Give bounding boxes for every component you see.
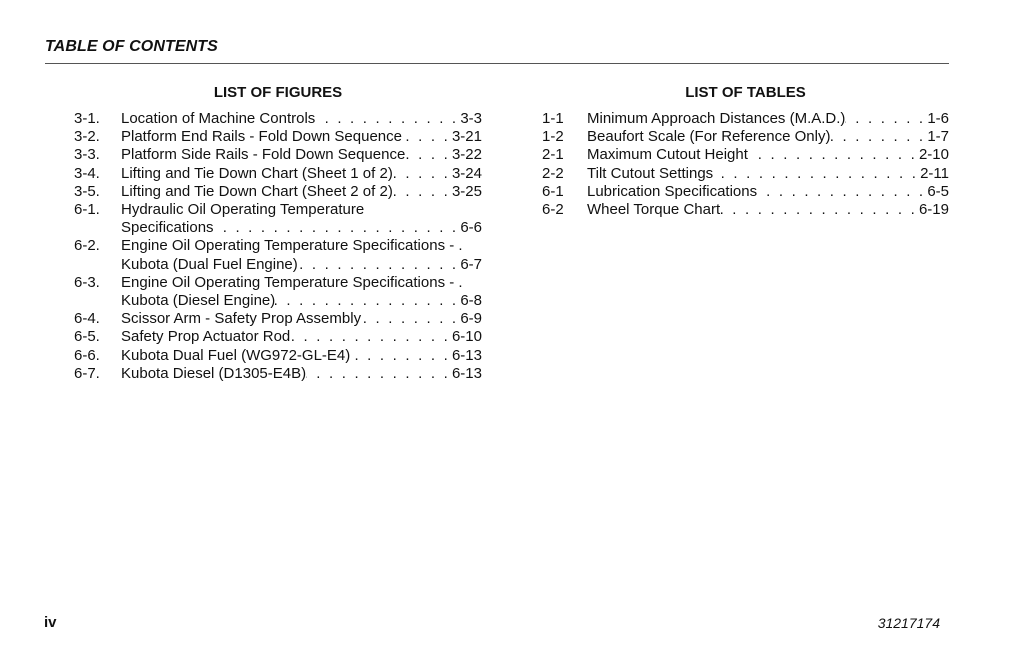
- toc-entry[interactable]: [74, 347, 482, 365]
- toc-entry-page: 3-3: [460, 110, 482, 127]
- toc-entry-page: 2-11: [920, 164, 949, 182]
- toc-entry-title: Kubota (Dual Fuel Engine): [121, 255, 298, 273]
- toc-entry-body: [121, 274, 482, 310]
- toc-entry[interactable]: [74, 201, 482, 237]
- dot-leader: [298, 256, 459, 274]
- dot-leader: [306, 365, 450, 383]
- toc-entry-number: 1-1: [542, 110, 564, 127]
- toc-entry-line: [121, 347, 482, 365]
- toc-entry-body: [121, 347, 482, 365]
- toc-entry-line: [121, 237, 482, 255]
- toc-entry-line: [121, 219, 482, 237]
- dot-leader: [830, 128, 925, 146]
- toc-entry-number: 6-2.: [74, 237, 100, 255]
- list-of-figures: [74, 84, 482, 383]
- document-number: 31217174: [877, 615, 940, 631]
- toc-entry-body: [587, 183, 949, 201]
- toc-entry-title: Kubota Diesel (D1305-E4B): [121, 364, 307, 382]
- toc-entry-number: 6-1.: [74, 201, 100, 219]
- toc-entry[interactable]: [74, 310, 482, 328]
- toc-entry-page: 6-6: [460, 219, 482, 237]
- list-of-tables: [542, 84, 949, 219]
- toc-entry-page: 6-8: [460, 292, 482, 310]
- toc-entry-page: 6-9: [460, 310, 482, 328]
- toc-entry-page: 1-6: [927, 110, 949, 127]
- tables-entries: [542, 110, 949, 219]
- toc-entry-line: [587, 201, 949, 219]
- toc-entry-line: [121, 201, 482, 219]
- toc-entry-body: [121, 328, 482, 346]
- toc-entry-line: [121, 365, 482, 383]
- toc-entry-title: Platform End Rails - Fold Down Sequence: [121, 128, 402, 146]
- toc-entry-title: Beaufort Scale (For Reference Only): [587, 128, 831, 146]
- toc-entry-number: 6-6.: [74, 346, 100, 364]
- toc-entry-line: [587, 146, 949, 164]
- toc-entry-line: [121, 328, 482, 346]
- dot-leader: [720, 201, 917, 219]
- toc-entry[interactable]: [74, 128, 482, 146]
- dot-leader: [393, 183, 450, 201]
- dot-leader: [845, 110, 925, 128]
- toc-entry-title: Scissor Arm - Safety Prop Assembly: [121, 310, 362, 328]
- toc-entry-page: 6-13: [451, 364, 482, 382]
- toc-entry-body: [587, 201, 949, 219]
- toc-entry-number: 6-1: [542, 182, 564, 200]
- toc-entry-body: [121, 110, 482, 128]
- dot-leader: [713, 165, 918, 183]
- toc-entry-number: 3-1.: [74, 110, 100, 127]
- toc-entry-number: 2-2: [542, 164, 564, 182]
- toc-entry-number: 2-1: [542, 146, 564, 164]
- toc-entry-title: Safety Prop Actuator Rod: [121, 328, 291, 346]
- toc-entry-line: [121, 110, 482, 128]
- toc-entry-page: 6-7: [460, 255, 482, 273]
- toc-entry-line: [121, 183, 482, 201]
- toc-entry-number: 3-3.: [74, 146, 100, 164]
- toc-entry-title: Engine Oil Operating Temperature Specifications - .: [121, 273, 463, 291]
- toc-entry[interactable]: [74, 110, 482, 128]
- toc-entry-number: 1-2: [542, 128, 564, 146]
- toc-entry-number: 3-4.: [74, 164, 100, 182]
- toc-entry-body: [587, 165, 949, 183]
- dot-leader: [350, 347, 450, 365]
- list-of-tables-title: LIST OF TABLES: [685, 84, 806, 101]
- toc-entry-page: 3-25: [451, 182, 482, 200]
- toc-entry-body: [121, 365, 482, 383]
- toc-entry-title: Engine Oil Operating Temperature Specifications - .: [121, 237, 463, 255]
- toc-entry-number: 6-3.: [74, 273, 100, 291]
- toc-entry-body: [121, 201, 482, 237]
- toc-entry[interactable]: [74, 165, 482, 183]
- dot-leader: [275, 292, 458, 310]
- toc-entry[interactable]: [74, 365, 482, 383]
- toc-entry-title: Lifting and Tie Down Chart (Sheet 1 of 2): [121, 164, 393, 182]
- toc-entry[interactable]: [542, 110, 949, 128]
- toc-entry-body: [121, 128, 482, 146]
- toc-entry[interactable]: [542, 128, 949, 146]
- toc-entry-line: [587, 110, 949, 128]
- toc-entry-line: [587, 128, 949, 146]
- toc-entry[interactable]: [542, 146, 949, 164]
- toc-entry-line: [121, 165, 482, 183]
- toc-entry-number: 6-4.: [74, 310, 100, 328]
- toc-entry[interactable]: [74, 274, 482, 310]
- toc-entry-number: 6-2: [542, 201, 564, 219]
- toc-entry-title: Platform Side Rails - Fold Down Sequence: [121, 146, 406, 164]
- toc-entry-body: [587, 146, 949, 164]
- toc-entry[interactable]: [74, 328, 482, 346]
- toc-entry-body: [121, 237, 482, 273]
- toc-entry-number: 3-2.: [74, 128, 100, 146]
- toc-entry-title: Lifting and Tie Down Chart (Sheet 2 of 2): [121, 182, 393, 200]
- toc-entry-title: Minimum Approach Distances (M.A.D.): [587, 110, 846, 127]
- toc-entry-body: [121, 310, 482, 328]
- page-header: [45, 37, 949, 64]
- dot-leader: [214, 219, 459, 237]
- toc-entry-title: Tilt Cutout Settings: [587, 164, 714, 182]
- toc-entry[interactable]: [74, 146, 482, 164]
- toc-entry-line: [121, 128, 482, 146]
- toc-entry-title: Kubota (Diesel Engine): [121, 292, 276, 310]
- dot-leader: [748, 146, 917, 164]
- toc-entry-title: Specifications: [121, 219, 214, 237]
- toc-entry-page: 3-24: [451, 164, 482, 182]
- toc-entry[interactable]: [542, 201, 949, 219]
- toc-entry-title: Location of Machine Controls: [121, 110, 316, 127]
- dot-leader: [402, 128, 450, 146]
- toc-entry-line: [121, 292, 482, 310]
- toc-entry[interactable]: [542, 183, 949, 201]
- toc-entry-number: 3-5.: [74, 182, 100, 200]
- toc-entry-number: 6-7.: [74, 364, 100, 382]
- toc-entry-number: 6-5.: [74, 328, 100, 346]
- dot-leader: [361, 310, 458, 328]
- toc-entry-body: [121, 183, 482, 201]
- toc-entry-page: 6-5: [927, 182, 949, 200]
- toc-entry[interactable]: [74, 183, 482, 201]
- dot-leader: [405, 146, 450, 164]
- figures-entries: [74, 110, 482, 383]
- toc-entry-line: [587, 183, 949, 201]
- toc-entry-page: 3-21: [451, 128, 482, 146]
- list-of-figures-title: LIST OF FIGURES: [213, 84, 343, 101]
- dot-leader: [757, 183, 925, 201]
- toc-entry[interactable]: [74, 237, 482, 273]
- toc-entry-line: [121, 310, 482, 328]
- toc-entry-line: [121, 256, 482, 274]
- page-number: iv: [44, 614, 57, 631]
- toc-entry-body: [587, 110, 949, 128]
- toc-entry-page: 2-10: [918, 146, 949, 164]
- toc-entry-title: Kubota Dual Fuel (WG972-GL-E4): [121, 346, 351, 364]
- toc-entry-page: 6-10: [451, 328, 482, 346]
- toc-entry-page: 6-13: [451, 346, 482, 364]
- dot-leader: [290, 328, 450, 346]
- toc-entry-line: [587, 165, 949, 183]
- toc-entry-title: Lubrication Specifications: [587, 182, 758, 200]
- page-title: TABLE OF CONTENTS: [45, 38, 218, 55]
- toc-entry-page: 1-7: [927, 128, 949, 146]
- toc-entry-body: [587, 128, 949, 146]
- toc-entry-page: 6-19: [918, 201, 949, 219]
- toc-entry-body: [121, 146, 482, 164]
- toc-entry-body: [121, 165, 482, 183]
- toc-entry-title: Hydraulic Oil Operating Temperature: [121, 201, 365, 219]
- toc-entry-line: [121, 146, 482, 164]
- toc-entry-page: 3-22: [451, 146, 482, 164]
- toc-entry[interactable]: [542, 165, 949, 183]
- toc-entry-line: [121, 274, 482, 292]
- dot-leader: [315, 110, 458, 128]
- toc-entry-title: Maximum Cutout Height: [587, 146, 748, 164]
- dot-leader: [393, 165, 450, 183]
- toc-entry-title: Wheel Torque Chart: [587, 201, 721, 219]
